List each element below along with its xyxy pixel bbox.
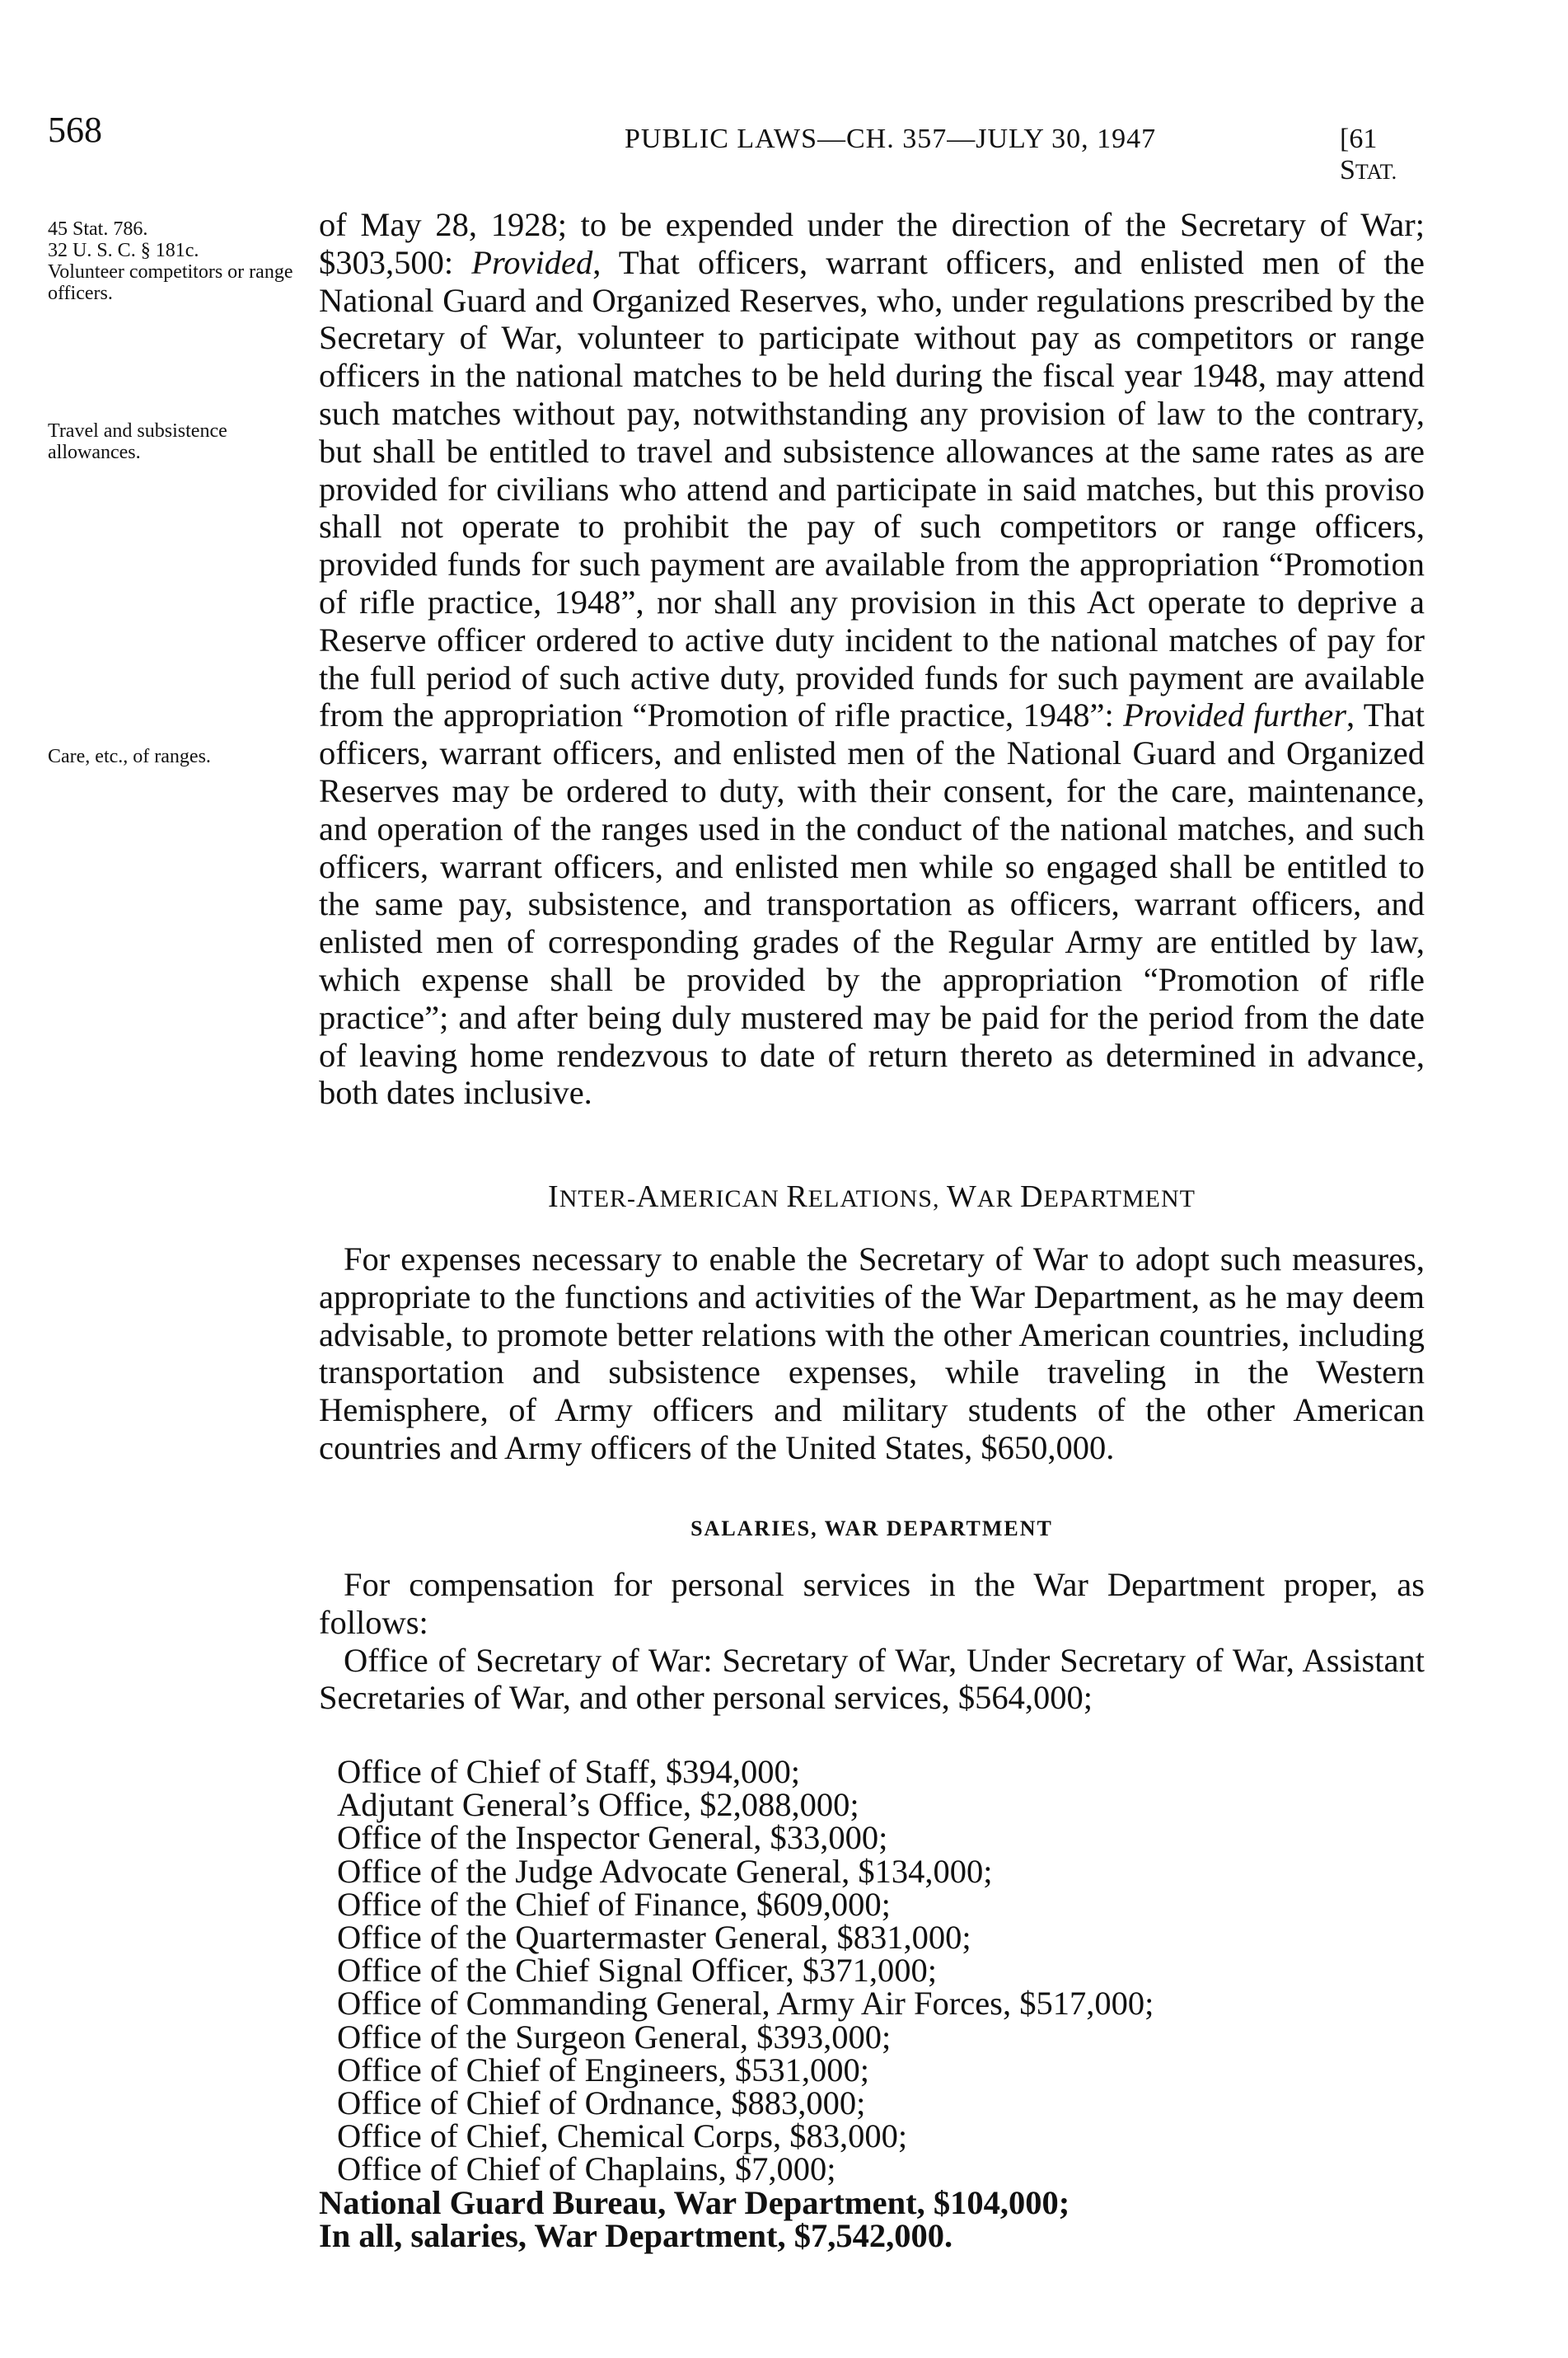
list-item: Office of the Chief Signal Officer, $371,000; [337, 1952, 937, 1990]
main-text-block [319, 206, 1425, 1112]
margin-note-travel: Travel and subsistence allowances. [48, 420, 227, 463]
salaries-total: In all, salaries, War Department, $7,542,000. [319, 2216, 953, 2254]
margin-note-care: Care, etc., of ranges. [48, 746, 211, 767]
statute-reference: [61 STAT. [1340, 124, 1397, 185]
list-item: Office of the Surgeon General, $393,000; [337, 2018, 892, 2056]
list-item: Office of Chief of Staff, $394,000; [337, 1753, 801, 1790]
list-item: Office of the Quartermaster General, $831,000; [337, 1919, 971, 1957]
page-number: 568 [48, 110, 102, 150]
heading-salaries: SALARIES, WAR DEPARTMENT [690, 1517, 1053, 1540]
salaries-list [319, 1753, 1425, 2254]
page-header [48, 110, 1432, 185]
inter-american-text-block [319, 1240, 1425, 1467]
list-item: Office of the Chief of Finance, $609,000; [337, 1885, 891, 1923]
list-item: Office of Commanding General, Army Air Forces, $517,000; [337, 1985, 1154, 2023]
margin-note-volunteer: Volunteer competitors or range officers. [48, 261, 293, 304]
list-item: Adjutant General’s Office, $2,088,000; [337, 1786, 859, 1824]
list-item: Office of Chief of Chaplains, $7,000; [337, 2150, 836, 2188]
margin-note-citations [48, 218, 311, 304]
running-head: PUBLIC LAWS—CH. 357—JULY 30, 1947 [625, 124, 1157, 154]
list-item: Office of Chief of Engineers, $531,000; [337, 2051, 869, 2088]
heading-inter-american-relations: INTER-AMERICAN RELATIONS, WAR DEPARTMENT [548, 1179, 1196, 1214]
paragraph-salaries-intro: For compensation for personal services in the War Department proper, as follows: [319, 1566, 1425, 1641]
paragraph-secretary-of-war: Office of Secretary of War: Secretary of War, Under Secretary of War, Assistant Secretaries of War, and other personal services, $564,000; [319, 1641, 1425, 1717]
list-item: Office of the Inspector General, $33,000; [337, 1819, 888, 1857]
paragraph-inter-american: For expenses necessary to enable the Secretary of War to adopt such measures, appropriate to the functions and activities of the War Department, as he may deem advisable, to promote better relations with the other American countries, including transportation and subsistence expenses, while traveling in the Western Hemisphere, of Army officers and military students of the other American countries and Army officers of the United States, $650,000. [319, 1240, 1425, 1466]
list-item: National Guard Bureau, War Department, $104,000; [319, 2183, 1070, 2221]
margin-cite-stat: 45 Stat. 786. [48, 218, 148, 240]
list-item: Office of Chief of Ordnance, $883,000; [337, 2084, 866, 2122]
list-item: Office of the Judge Advocate General, $134,000; [337, 1852, 993, 1890]
margin-cite-usc: 32 U. S. C. § 181c. [48, 240, 199, 261]
list-item: Office of Chief, Chemical Corps, $83,000; [337, 2117, 908, 2155]
salaries-text-block [319, 1566, 1425, 1717]
paragraph-rifle-practice: of May 28, 1928; to be expended under the direction of the Secretary of War; $303,500: Provided, That officers, warrant officers, and enlisted men of the National Guard and Organized Reserves, who, under regulations prescribed by the Secretary of War, volunteer to participate without pay as competitors or range officers in the national matches to be held during the fiscal year 1948, may attend such matches without pay, notwithstanding any provision of law to the contrary, but shall be entitled to travel and subsistence allowances at the same rates as are provided for civilians who attend and participate in said matches, but this proviso shall not operate to prohibit the pay of such competitors or range officers, provided funds for such payment are available from the appropriation “Promotion of rifle practice, 1948”, nor shall any provision in this Act operate to deprive a Reserve officer ordered to active duty incident to the national matches of pay for the full period of such active duty, provided funds for such payment are available from the appropriation “Promotion of rifle practice, 1948”: Provided further, That officers, warrant officers, and enlisted men of the National Guard and Organized Reserves may be ordered to duty, with their consent, for the care, maintenance, and operation of the ranges used in the conduct of the national matches, and such officers, warrant officers, and enlisted men while so engaged shall be entitled to the same pay, subsistence, and transportation as officers, warrant officers, and enlisted men of corresponding grades of the Regular Army are entitled by law, which expense shall be provided by the appropriation “Promotion of rifle practice”; and after being duly mustered may be paid for the period from the date of leaving home rendezvous to date of return thereto as determined in advance, both dates inclusive. [319, 206, 1425, 1112]
